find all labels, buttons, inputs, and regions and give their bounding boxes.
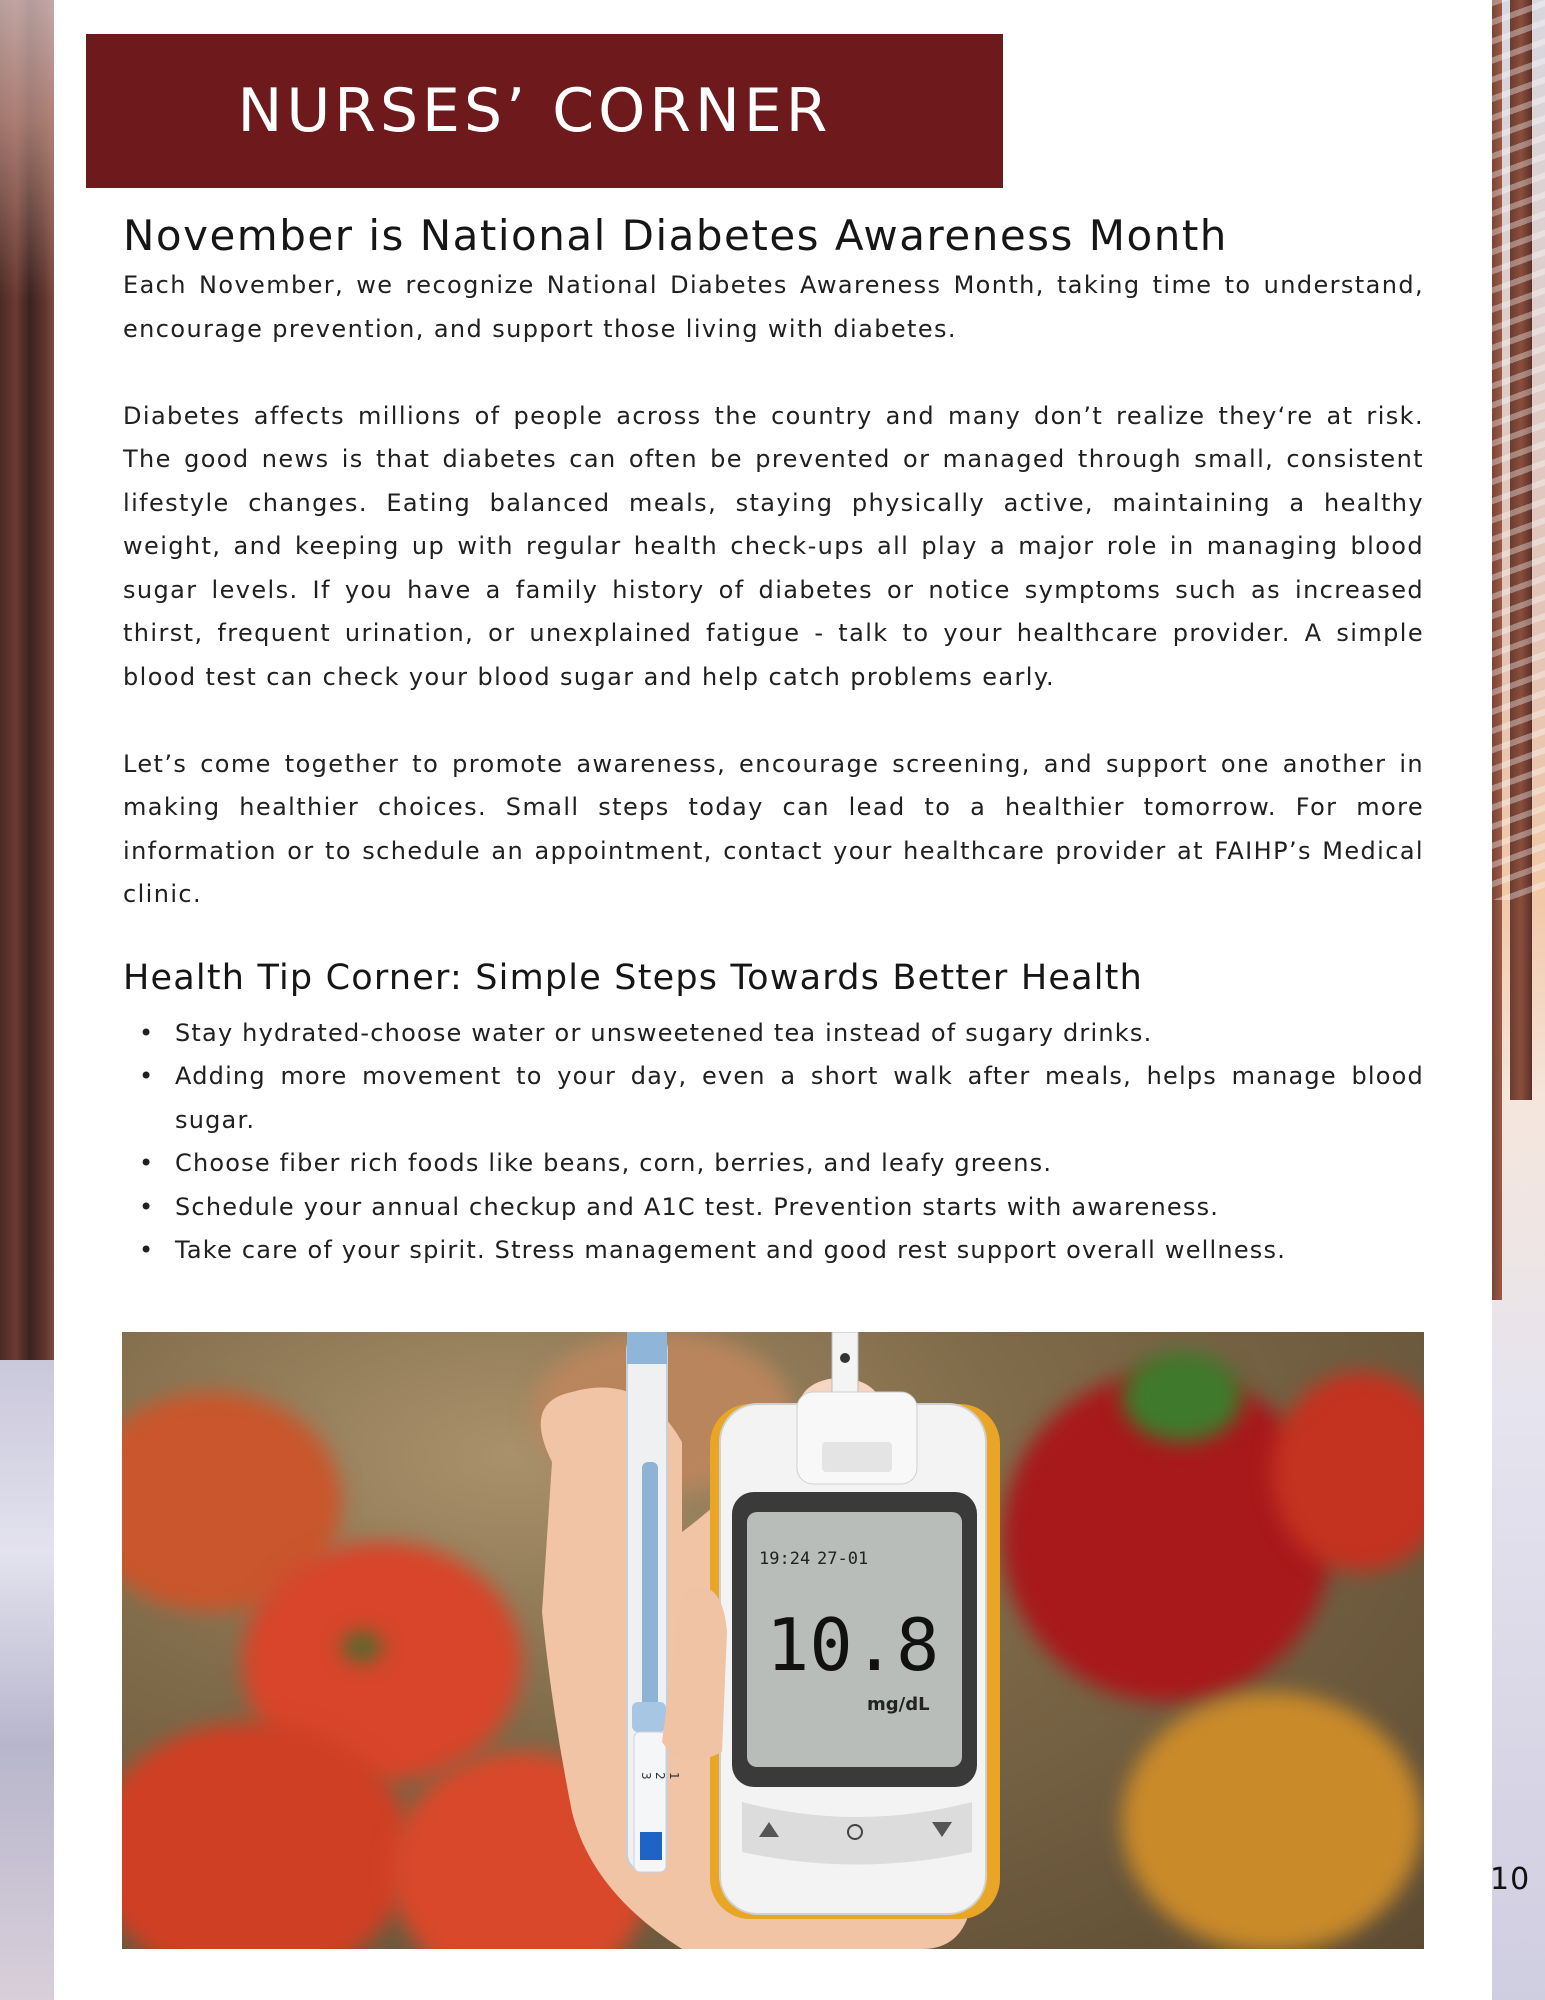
- newsletter-page: [54, 0, 1531, 2000]
- lancet-needle: [640, 1832, 662, 1860]
- article-title: November is National Diabetes Awareness Month: [123, 211, 1228, 260]
- lancet-mark: 3: [639, 1772, 653, 1780]
- article-paragraph-call-to-action: Let’s come together to promote awareness, encourage screening, and support one another in making healthier choices. Small steps today can lead to a healthier tomorrow. For more information or to schedule an appointment, contact your healthcare provider at FAIHP’s Medical clinic.: [123, 749, 1424, 908]
- bullet-icon: •: [139, 1062, 155, 1090]
- lancet-mark: 2: [653, 1772, 667, 1780]
- strip-slot: [822, 1442, 892, 1472]
- banner-title: NURSES’ CORNER: [237, 76, 832, 146]
- meter-reading: 10.8: [766, 1603, 940, 1687]
- list-item: [123, 1142, 1424, 1186]
- meter-illustration: [122, 1332, 1424, 1949]
- meter-unit: mg/dL: [867, 1694, 930, 1715]
- list-item: [123, 1012, 1424, 1056]
- bullet-icon: •: [139, 1018, 155, 1047]
- article-paragraph-intro: Each November, we recognize National Diabetes Awareness Month, taking time to understand, encourage prevention, and support those living with diabetes.: [123, 271, 1424, 343]
- lancet-band: [632, 1702, 666, 1732]
- article-paragraph-risk: Diabetes affects millions of people across the country and many don’t realize they‘re at risk. The good news is that diabetes can often be prevented or managed through small, consistent lifestyle changes. Eating balanced meals, staying physically active, maintaining a healthy weight, and keeping up with regular health check-ups all play a major role in managing blood sugar levels. If you have a family history of diabetes or notice symptoms such as increased thirst, frequent urination, or unexplained fatigue - talk to your healthcare provider. A simple blood test can check your blood sugar and help catch problems early.: [123, 401, 1424, 691]
- left-winter-background: [0, 0, 54, 2000]
- page-number: 10: [1490, 1862, 1531, 1897]
- tip-text: Adding more movement to your day, even a short walk after meals, helps manage blood sugar.: [175, 1062, 1424, 1134]
- article-content: [123, 208, 1424, 1273]
- lancet-cap: [627, 1332, 667, 1364]
- meter-time: 19:24: [759, 1549, 811, 1569]
- lancet-grip: [642, 1462, 658, 1722]
- tip-text: Choose fiber rich foods like beans, corn, berries, and leafy greens.: [175, 1149, 1053, 1177]
- bullet-icon: •: [139, 1192, 155, 1221]
- bullet-icon: •: [139, 1236, 155, 1264]
- list-item: [123, 1055, 1424, 1142]
- glucose-meter-photo: [122, 1332, 1424, 1949]
- tips-title: Health Tip Corner: Simple Steps Towards Better Health: [123, 957, 1143, 998]
- meter-date: 27-01: [817, 1549, 869, 1569]
- tip-text: Take care of your spirit. Stress management and good rest support overall wellness.: [175, 1236, 1287, 1264]
- tip-text: Schedule your annual checkup and A1C test. Prevention starts with awareness.: [175, 1192, 1220, 1221]
- right-winter-background: [1492, 0, 1545, 2000]
- lancet-mark: 1: [667, 1772, 681, 1780]
- bullet-icon: •: [139, 1149, 155, 1177]
- section-banner: [86, 34, 1003, 188]
- blood-drop-icon: [840, 1353, 850, 1363]
- list-item: [123, 1229, 1424, 1273]
- tips-list: [123, 1012, 1424, 1273]
- list-item: [123, 1186, 1424, 1230]
- tip-text: Stay hydrated-choose water or unsweetened tea instead of sugary drinks.: [175, 1018, 1153, 1047]
